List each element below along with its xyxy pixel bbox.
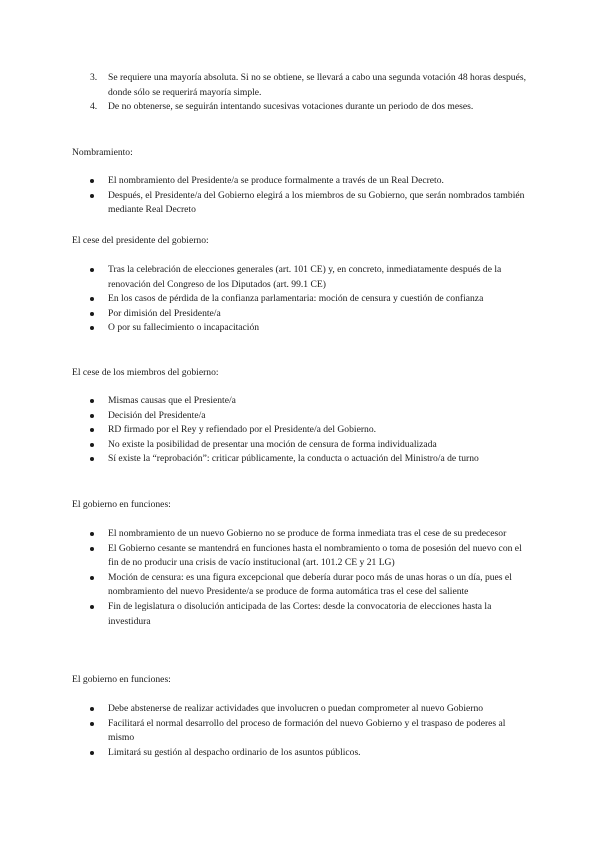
list-item: Facilitará el normal desarrollo del proceso de formación del nuevo Gobierno y el traspaso de poderes al mismo — [0, 717, 600, 746]
list-item: Debe abstenerse de realizar actividades que involucren o puedan comprometer al nuevo Gobierno — [0, 702, 600, 717]
bullet-icon — [90, 751, 94, 755]
bullet-icon — [90, 443, 94, 447]
list-item: Sí existe la “reprobación”: criticar públicamente, la conducta o actuación del Ministro/a de turno — [0, 452, 600, 467]
bullet-list-nombramiento — [0, 174, 600, 218]
bullet-icon — [90, 605, 94, 609]
list-item: Por dimisión del Presidente/a — [0, 307, 600, 322]
list-item: Fin de legislatura o disolución anticipada de las Cortes: desde la convocatoria de elecciones hasta la investidura — [0, 600, 600, 629]
list-item: Después, el Presidente/a del Gobierno elegirá a los miembros de su Gobierno, que serán nombrados también mediante Real Decreto — [0, 189, 600, 218]
numbered-list — [0, 71, 600, 115]
list-item: Moción de censura: es una figura excepcional que debería durar poco más de unas horas o un día, pues el nombramiento del nuevo Presidente/a se produce de forma automática tras el cese del saliente — [0, 571, 600, 600]
item-number: 4. — [90, 101, 98, 113]
list-item: RD firmado por el Rey y refiendado por el Presidente/a del Gobierno. — [0, 423, 600, 438]
bullet-icon — [90, 326, 94, 330]
bullet-icon — [90, 547, 94, 551]
bullet-icon — [90, 576, 94, 580]
section-heading-gobierno-en-funciones-obligaciones: El gobierno en funciones: — [72, 674, 171, 685]
list-item: El nombramiento de un nuevo Gobierno no se produce de forma inmediata tras el cese de su predecesor — [0, 527, 600, 542]
list-item: El Gobierno cesante se mantendrá en funciones hasta el nombramiento o toma de posesión del nuevo con el fin de no producir una crisis de vacío institucional (art. 101.2 CE y 21 LG) — [0, 542, 600, 571]
item-text: Se requiere una mayoría absoluta. Si no se obtiene, se llevará a cabo una segunda votación 48 horas después, donde sólo se requerirá mayoría simple. — [108, 72, 526, 98]
bullet-icon — [90, 297, 94, 301]
bullet-icon — [90, 194, 94, 198]
bullet-icon — [90, 179, 94, 183]
bullet-icon — [90, 532, 94, 536]
numbered-item — [0, 100, 600, 115]
bullet-list-cese-miembros — [0, 394, 600, 467]
item-text: De no obtenerse, se seguirán intentando sucesivas votaciones durante un periodo de dos meses. — [108, 101, 474, 113]
bullet-icon — [90, 428, 94, 432]
bullet-icon — [90, 722, 94, 726]
list-item: Tras la celebración de elecciones generales (art. 101 CE) y, en concreto, inmediatamente después de la renovación del Congreso de los Diputados (art. 99.1 CE) — [0, 263, 600, 292]
section-heading-cese-presidente: El cese del presidente del gobierno: — [72, 235, 209, 246]
list-item: En los casos de pérdida de la confianza parlamentaria: moción de censura y cuestión de confianza — [0, 292, 600, 307]
bullet-icon — [90, 268, 94, 272]
bullet-list-cese-presidente — [0, 263, 600, 336]
section-heading-gobierno-en-funciones: El gobierno en funciones: — [72, 499, 171, 510]
bullet-icon — [90, 457, 94, 461]
bullet-icon — [90, 414, 94, 418]
list-item: O por su fallecimiento o incapacitación — [0, 321, 600, 336]
bullet-list-gobierno-en-funciones — [0, 527, 600, 629]
list-item: Limitará su gestión al despacho ordinario de los asuntos públicos. — [0, 746, 600, 761]
bullet-icon — [90, 312, 94, 316]
numbered-item — [0, 71, 600, 100]
section-heading-nombramiento: Nombramiento: — [72, 147, 133, 158]
bullet-list-gobierno-en-funciones-obligaciones — [0, 702, 600, 760]
list-item: Decisión del Presidente/a — [0, 409, 600, 424]
bullet-icon — [90, 707, 94, 711]
list-item: Mismas causas que el Presiente/a — [0, 394, 600, 409]
list-item: El nombramiento del Presidente/a se produce formalmente a través de un Real Decreto. — [0, 174, 600, 189]
section-heading-cese-miembros: El cese de los miembros del gobierno: — [72, 367, 219, 378]
bullet-icon — [90, 399, 94, 403]
item-number: 3. — [90, 72, 98, 83]
list-item: No existe la posibilidad de presentar una moción de censura de forma individualizada — [0, 438, 600, 453]
